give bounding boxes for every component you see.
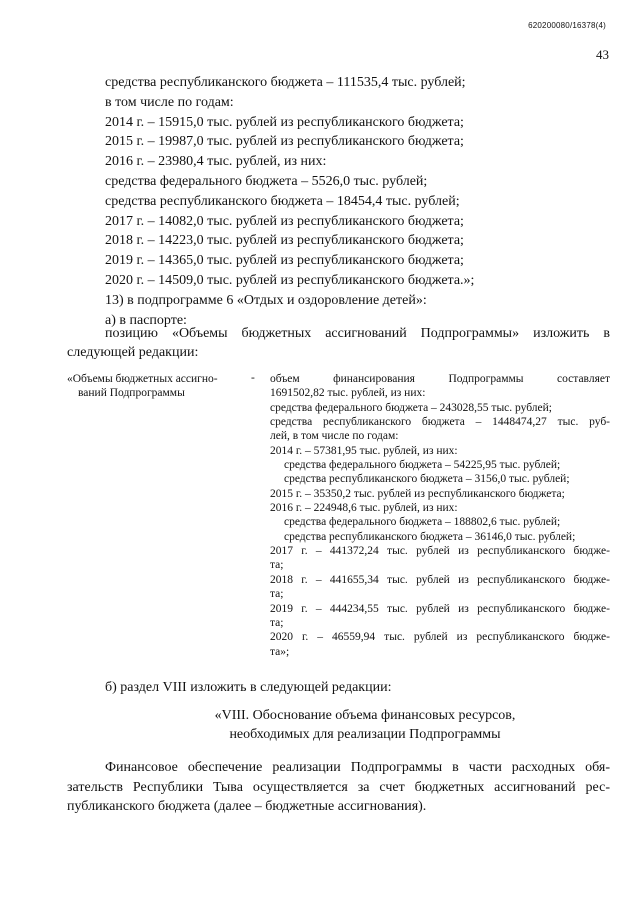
text-line: средства федерального бюджета – 5526,0 тыс. рублей; [105, 173, 428, 189]
table-value-line: та»; [270, 645, 290, 658]
text-line: в том числе по годам: [105, 94, 234, 110]
table-value-line: лей, в том числе по годам: [270, 430, 399, 443]
text-line: 2017 г. – 14082,0 тыс. рублей из республиканского бюджета; [105, 213, 464, 229]
document-number: 620200080/16378(4) [528, 21, 606, 30]
final-paragraph [67, 758, 610, 797]
table-label-line-2: ваний Подпрограммы [78, 387, 185, 399]
text-line: 13) в подпрограмме 6 «Отдых и оздоровление детей»: [105, 292, 427, 308]
text-line: 2020 г. – 14509,0 тыс. рублей из республиканского бюджета.»; [105, 272, 475, 288]
final-line-2: зательств Республики Тыва осуществляется за счет бюджетных ассигнований рес- [67, 779, 610, 795]
table-value-line: средства республиканского бюджета – 3156,0 тыс. рублей; [284, 473, 570, 486]
table-value-line: та; [270, 588, 284, 601]
table-value-line: средства федерального бюджета – 54225,95 тыс. рублей; [284, 459, 561, 472]
text-line: 2016 г. – 23980,4 тыс. рублей, из них: [105, 154, 327, 170]
table-label-line-1: «Объемы бюджетных ассигно- [67, 373, 218, 385]
text-line: 2019 г. – 14365,0 тыс. рублей из республиканского бюджета; [105, 253, 464, 269]
text-line: средства республиканского бюджета – 111535,4 тыс. рублей; [105, 75, 466, 90]
final-line-3: публиканского бюджета (далее – бюджетные ассигнования). [67, 799, 427, 814]
text-line: средства республиканского бюджета – 18454,4 тыс. рублей; [105, 193, 460, 209]
text-line: 2014 г. – 15915,0 тыс. рублей из республиканского бюджета; [105, 114, 464, 130]
table-label-cell [67, 372, 247, 400]
table-value-line: 1691502,82 тыс. рублей, из них: [270, 387, 426, 400]
table-value-line: та; [270, 559, 284, 572]
section-heading [120, 706, 610, 744]
table-value-line: средства республиканского бюджета – 1448474,27 тыс. руб- [270, 416, 610, 429]
table-value-line: средства республиканского бюджета – 36146,0 тыс. рублей; [284, 530, 576, 543]
table-value-line: 2019 г. – 444234,55 тыс. рублей из республиканского бюдже- [270, 602, 610, 615]
table-value-line: 2015 г. – 35350,2 тыс. рублей из республиканского бюджета; [270, 487, 565, 500]
section-b-instruction: б) раздел VIII изложить в следующей редакции: [105, 680, 392, 695]
section-heading-line-2: необходимых для реализации Подпрограммы [229, 727, 501, 742]
table-value-cell [270, 372, 610, 659]
final-line-1: Финансовое обеспечение реализации Подпрограммы в части расходных обя- [105, 760, 610, 775]
section-heading-line-1: «VIII. Обоснование объема финансовых ресурсов, [214, 708, 516, 723]
table-value-line: 2018 г. – 441655,34 тыс. рублей из республиканского бюдже- [270, 573, 610, 586]
table-value-line: та; [270, 616, 284, 629]
budget-lines [105, 73, 610, 330]
text-line: 2018 г. – 14223,0 тыс. рублей из республиканского бюджета; [105, 233, 464, 249]
table-dash: - [251, 372, 255, 384]
final-paragraph-end [67, 797, 610, 817]
table-value-line: 2020 г. – 46559,94 тыс. рублей из республиканского бюдже- [270, 631, 610, 644]
text-line: а) в паспорте: [105, 312, 187, 328]
text-line: 2015 г. – 19987,0 тыс. рублей из республиканского бюджета; [105, 134, 464, 150]
table-value-line: 2016 г. – 224948,6 тыс. рублей, из них: [270, 502, 458, 515]
intro-paragraph [67, 324, 610, 344]
intro-line-1: позицию «Объемы бюджетных ассигнований Подпрограммы» изложить в [105, 326, 610, 341]
page-number: 43 [596, 47, 609, 62]
table-value-line: 2014 г. – 57381,95 тыс. рублей, из них: [270, 444, 458, 457]
intro-paragraph-end [67, 343, 610, 363]
table-value-line: 2017 г. – 441372,24 тыс. рублей из республиканского бюдже- [270, 545, 610, 558]
table-value-line: средства федерального бюджета – 188802,6 тыс. рублей; [284, 516, 561, 529]
intro-line-2: следующей редакции: [67, 345, 199, 360]
table-value-line: средства федерального бюджета – 243028,55 тыс. рублей; [270, 401, 552, 414]
table-value-line: объем финансирования Подпрограммы составляет [270, 373, 610, 385]
